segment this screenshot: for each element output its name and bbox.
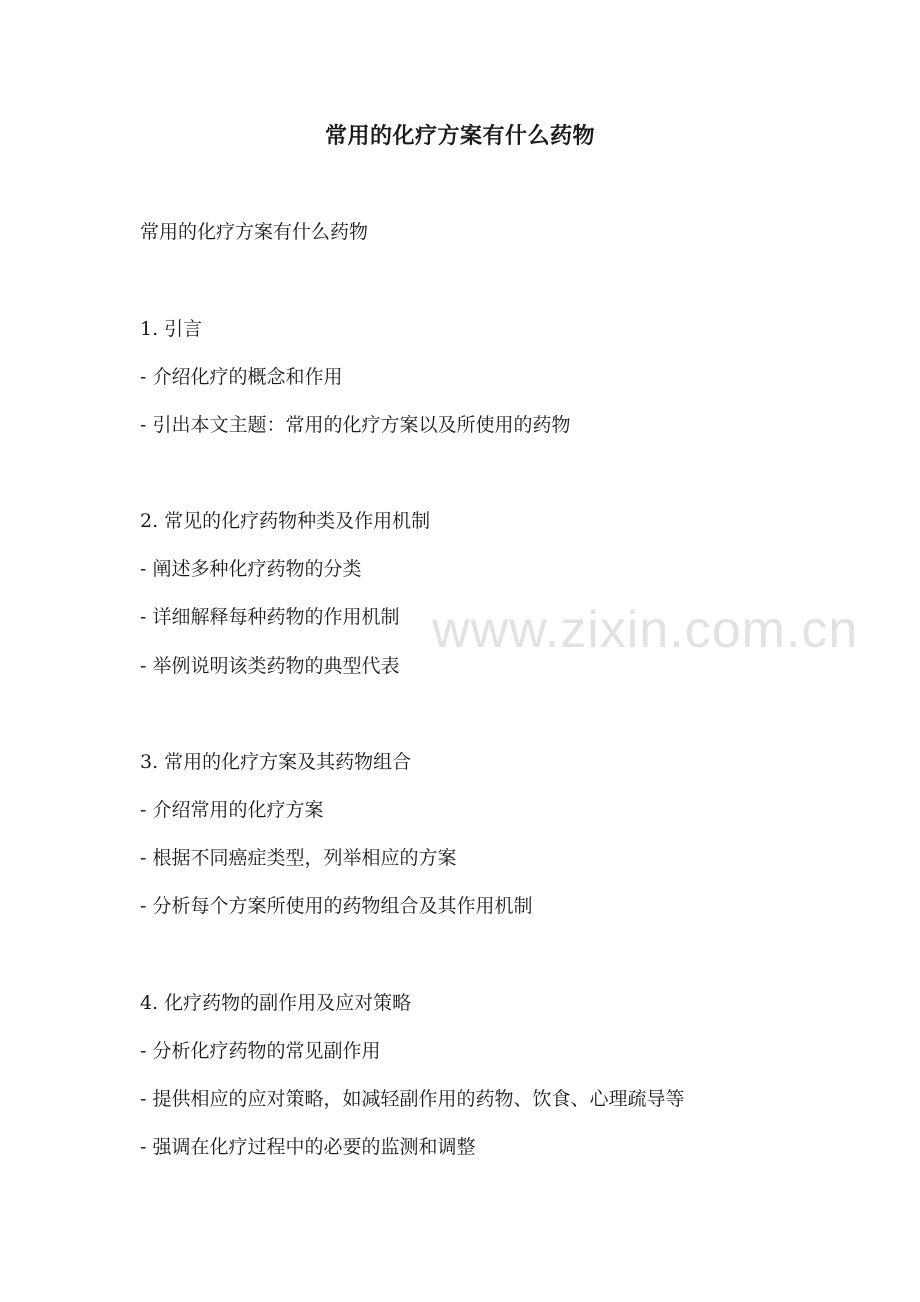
watermark-text: www.zixin.com.cn <box>432 601 859 659</box>
section-item: - 分析每个方案所使用的药物组合及其作用机制 <box>140 895 533 917</box>
document-subtitle: 常用的化疗方案有什么药物 <box>140 221 369 243</box>
section-heading: 3. 常用的化疗方案及其药物组合 <box>140 751 412 773</box>
section-item: - 根据不同癌症类型，列举相应的方案 <box>140 847 457 869</box>
section-item: - 举例说明该类药物的典型代表 <box>140 655 400 677</box>
section-item: - 引出本文主题：常用的化疗方案以及所使用的药物 <box>140 414 571 436</box>
section-item: - 分析化疗药物的常见副作用 <box>140 1040 381 1062</box>
section-heading: 2. 常见的化疗药物种类及作用机制 <box>140 510 431 532</box>
section-item: - 阐述多种化疗药物的分类 <box>140 558 362 580</box>
section-item: - 提供相应的应对策略，如减轻副作用的药物、饮食、心理疏导等 <box>140 1088 685 1110</box>
section-item: - 强调在化疗过程中的必要的监测和调整 <box>140 1136 476 1158</box>
section-heading: 4. 化疗药物的副作用及应对策略 <box>140 992 412 1014</box>
section-item: - 介绍化疗的概念和作用 <box>140 366 343 388</box>
section-heading: 1. 引言 <box>140 318 203 340</box>
section-item: - 介绍常用的化疗方案 <box>140 799 324 821</box>
document-title: 常用的化疗方案有什么药物 <box>324 123 595 149</box>
section-item: - 详细解释每种药物的作用机制 <box>140 606 400 628</box>
